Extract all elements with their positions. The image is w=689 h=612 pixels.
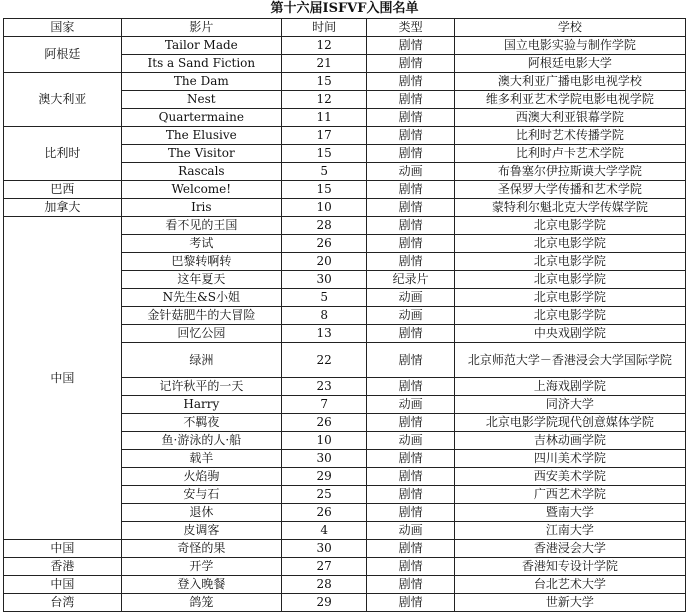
time-cell: 23 [282, 378, 367, 396]
type-cell: 动画 [367, 163, 454, 181]
film-cell: Tailor Made [121, 37, 281, 55]
type-cell: 动画 [367, 289, 454, 307]
type-cell: 剧情 [367, 504, 454, 522]
table-row [4, 181, 686, 199]
school-cell: 北京师范大学－香港浸会大学国际学院 [454, 343, 685, 378]
school-cell: 暨南大学 [454, 504, 685, 522]
time-cell: 10 [282, 199, 367, 217]
type-cell: 剧情 [367, 217, 454, 235]
time-cell: 10 [282, 432, 367, 450]
time-cell: 5 [282, 289, 367, 307]
school-cell: 布鲁塞尔伊拉斯谟大学学院 [454, 163, 685, 181]
time-cell: 13 [282, 325, 367, 343]
film-cell: 回忆公园 [121, 325, 281, 343]
time-cell: 26 [282, 414, 367, 432]
type-cell: 剧情 [367, 414, 454, 432]
type-cell: 剧情 [367, 199, 454, 217]
film-cell: Quartermaine [121, 109, 281, 127]
type-cell: 剧情 [367, 253, 454, 271]
film-cell: 这年夏天 [121, 271, 281, 289]
film-cell: Rascals [121, 163, 281, 181]
time-cell: 15 [282, 145, 367, 163]
table-row [4, 558, 686, 576]
sheet-title: 第十六届ISFVF入围名单 [270, 1, 419, 16]
film-cell: 鱼·游泳的人·船 [121, 432, 281, 450]
school-cell: 阿根廷电影大学 [454, 55, 685, 73]
school-cell: 世新大学 [454, 594, 685, 612]
type-cell: 剧情 [367, 235, 454, 253]
type-cell: 剧情 [367, 91, 454, 109]
type-cell: 剧情 [367, 73, 454, 91]
school-cell: 香港知专设计学院 [454, 558, 685, 576]
school-cell: 北京电影学院 [454, 253, 685, 271]
table-row [4, 73, 686, 91]
film-cell: 看不见的王国 [121, 217, 281, 235]
film-cell: 火焰驹 [121, 468, 281, 486]
school-cell: 广西艺术学院 [454, 486, 685, 504]
time-cell: 12 [282, 37, 367, 55]
time-cell: 15 [282, 181, 367, 199]
time-cell: 29 [282, 594, 367, 612]
film-cell: 安与石 [121, 486, 281, 504]
school-cell: 北京电影学院 [454, 217, 685, 235]
school-cell: 比利时艺术传播学院 [454, 127, 685, 145]
film-cell: Harry [121, 396, 281, 414]
type-cell: 剧情 [367, 468, 454, 486]
time-cell: 25 [282, 486, 367, 504]
country-cell: 阿根廷 [4, 37, 122, 73]
time-cell: 4 [282, 522, 367, 540]
school-cell: 中央戏剧学院 [454, 325, 685, 343]
school-cell: 西安美术学院 [454, 468, 685, 486]
header-film: 影片 [121, 19, 281, 37]
school-cell: 澳大利亚广播电影电视学校 [454, 73, 685, 91]
table-row [4, 217, 686, 235]
table-body [4, 37, 686, 612]
film-cell: 退休 [121, 504, 281, 522]
school-cell: 同济大学 [454, 396, 685, 414]
film-cell: The Visitor [121, 145, 281, 163]
film-cell: 考试 [121, 235, 281, 253]
country-cell: 香港 [4, 558, 122, 576]
time-cell: 8 [282, 307, 367, 325]
film-cell: 开学 [121, 558, 281, 576]
school-cell: 西澳大利亚银幕学院 [454, 109, 685, 127]
time-cell: 17 [282, 127, 367, 145]
school-cell: 比利时卢卡艺术学院 [454, 145, 685, 163]
time-cell: 22 [282, 343, 367, 378]
header-row [4, 19, 686, 37]
header-country: 国家 [4, 19, 122, 37]
country-cell: 加拿大 [4, 199, 122, 217]
school-cell: 北京电影学院现代创意媒体学院 [454, 414, 685, 432]
time-cell: 20 [282, 253, 367, 271]
type-cell: 动画 [367, 396, 454, 414]
type-cell: 剧情 [367, 343, 454, 378]
type-cell: 剧情 [367, 558, 454, 576]
film-cell: 奇怪的果 [121, 540, 281, 558]
table-row [4, 594, 686, 612]
table-row [4, 576, 686, 594]
table-row [4, 199, 686, 217]
school-cell: 北京电影学院 [454, 235, 685, 253]
film-cell: 鸽笼 [121, 594, 281, 612]
time-cell: 27 [282, 558, 367, 576]
school-cell: 国立电影实验与制作学院 [454, 37, 685, 55]
type-cell: 剧情 [367, 181, 454, 199]
type-cell: 纪录片 [367, 271, 454, 289]
school-cell: 四川美术学院 [454, 450, 685, 468]
time-cell: 21 [282, 55, 367, 73]
film-cell: 载羊 [121, 450, 281, 468]
header-type: 类型 [367, 19, 454, 37]
type-cell: 剧情 [367, 127, 454, 145]
time-cell: 28 [282, 217, 367, 235]
school-cell: 香港浸会大学 [454, 540, 685, 558]
time-cell: 7 [282, 396, 367, 414]
type-cell: 剧情 [367, 540, 454, 558]
time-cell: 26 [282, 504, 367, 522]
school-cell: 吉林动画学院 [454, 432, 685, 450]
type-cell: 剧情 [367, 486, 454, 504]
type-cell: 动画 [367, 307, 454, 325]
type-cell: 剧情 [367, 145, 454, 163]
film-cell: 金针菇肥牛的大冒险 [121, 307, 281, 325]
film-cell: Nest [121, 91, 281, 109]
type-cell: 剧情 [367, 450, 454, 468]
time-cell: 15 [282, 73, 367, 91]
school-cell: 上海戏剧学院 [454, 378, 685, 396]
type-cell: 剧情 [367, 325, 454, 343]
type-cell: 动画 [367, 522, 454, 540]
school-cell: 蒙特利尔魁北克大学传媒学院 [454, 199, 685, 217]
time-cell: 30 [282, 450, 367, 468]
type-cell: 剧情 [367, 55, 454, 73]
film-cell: Its a Sand Fiction [121, 55, 281, 73]
film-cell: 巴黎转啊转 [121, 253, 281, 271]
film-cell: The Elusive [121, 127, 281, 145]
school-cell: 北京电影学院 [454, 307, 685, 325]
table-row [4, 540, 686, 558]
country-cell: 中国 [4, 217, 122, 540]
film-cell: Iris [121, 199, 281, 217]
school-cell: 台北艺术大学 [454, 576, 685, 594]
time-cell: 29 [282, 468, 367, 486]
film-cell: N先生&S小姐 [121, 289, 281, 307]
school-cell: 北京电影学院 [454, 289, 685, 307]
country-cell: 澳大利亚 [4, 73, 122, 127]
film-cell: 记许秋平的一天 [121, 378, 281, 396]
time-cell: 26 [282, 235, 367, 253]
table-row [4, 37, 686, 55]
film-cell: 绿洲 [121, 343, 281, 378]
time-cell: 12 [282, 91, 367, 109]
time-cell: 5 [282, 163, 367, 181]
country-cell: 中国 [4, 540, 122, 558]
time-cell: 30 [282, 271, 367, 289]
header-school: 学校 [454, 19, 685, 37]
film-cell: 皮调客 [121, 522, 281, 540]
film-cell: The Dam [121, 73, 281, 91]
nominee-table [3, 18, 686, 612]
school-cell: 圣保罗大学传播和艺术学院 [454, 181, 685, 199]
school-cell: 维多利亚艺术学院电影电视学院 [454, 91, 685, 109]
film-cell: 登入晚餐 [121, 576, 281, 594]
header-time: 时间 [282, 19, 367, 37]
school-cell: 江南大学 [454, 522, 685, 540]
time-cell: 30 [282, 540, 367, 558]
film-cell: 不羁夜 [121, 414, 281, 432]
type-cell: 动画 [367, 432, 454, 450]
country-cell: 台湾 [4, 594, 122, 612]
type-cell: 剧情 [367, 378, 454, 396]
film-cell: Welcome! [121, 181, 281, 199]
country-cell: 巴西 [4, 181, 122, 199]
country-cell: 比利时 [4, 127, 122, 181]
school-cell: 北京电影学院 [454, 271, 685, 289]
type-cell: 剧情 [367, 37, 454, 55]
type-cell: 剧情 [367, 594, 454, 612]
time-cell: 11 [282, 109, 367, 127]
table-row [4, 127, 686, 145]
time-cell: 28 [282, 576, 367, 594]
type-cell: 剧情 [367, 109, 454, 127]
type-cell: 剧情 [367, 576, 454, 594]
country-cell: 中国 [4, 576, 122, 594]
